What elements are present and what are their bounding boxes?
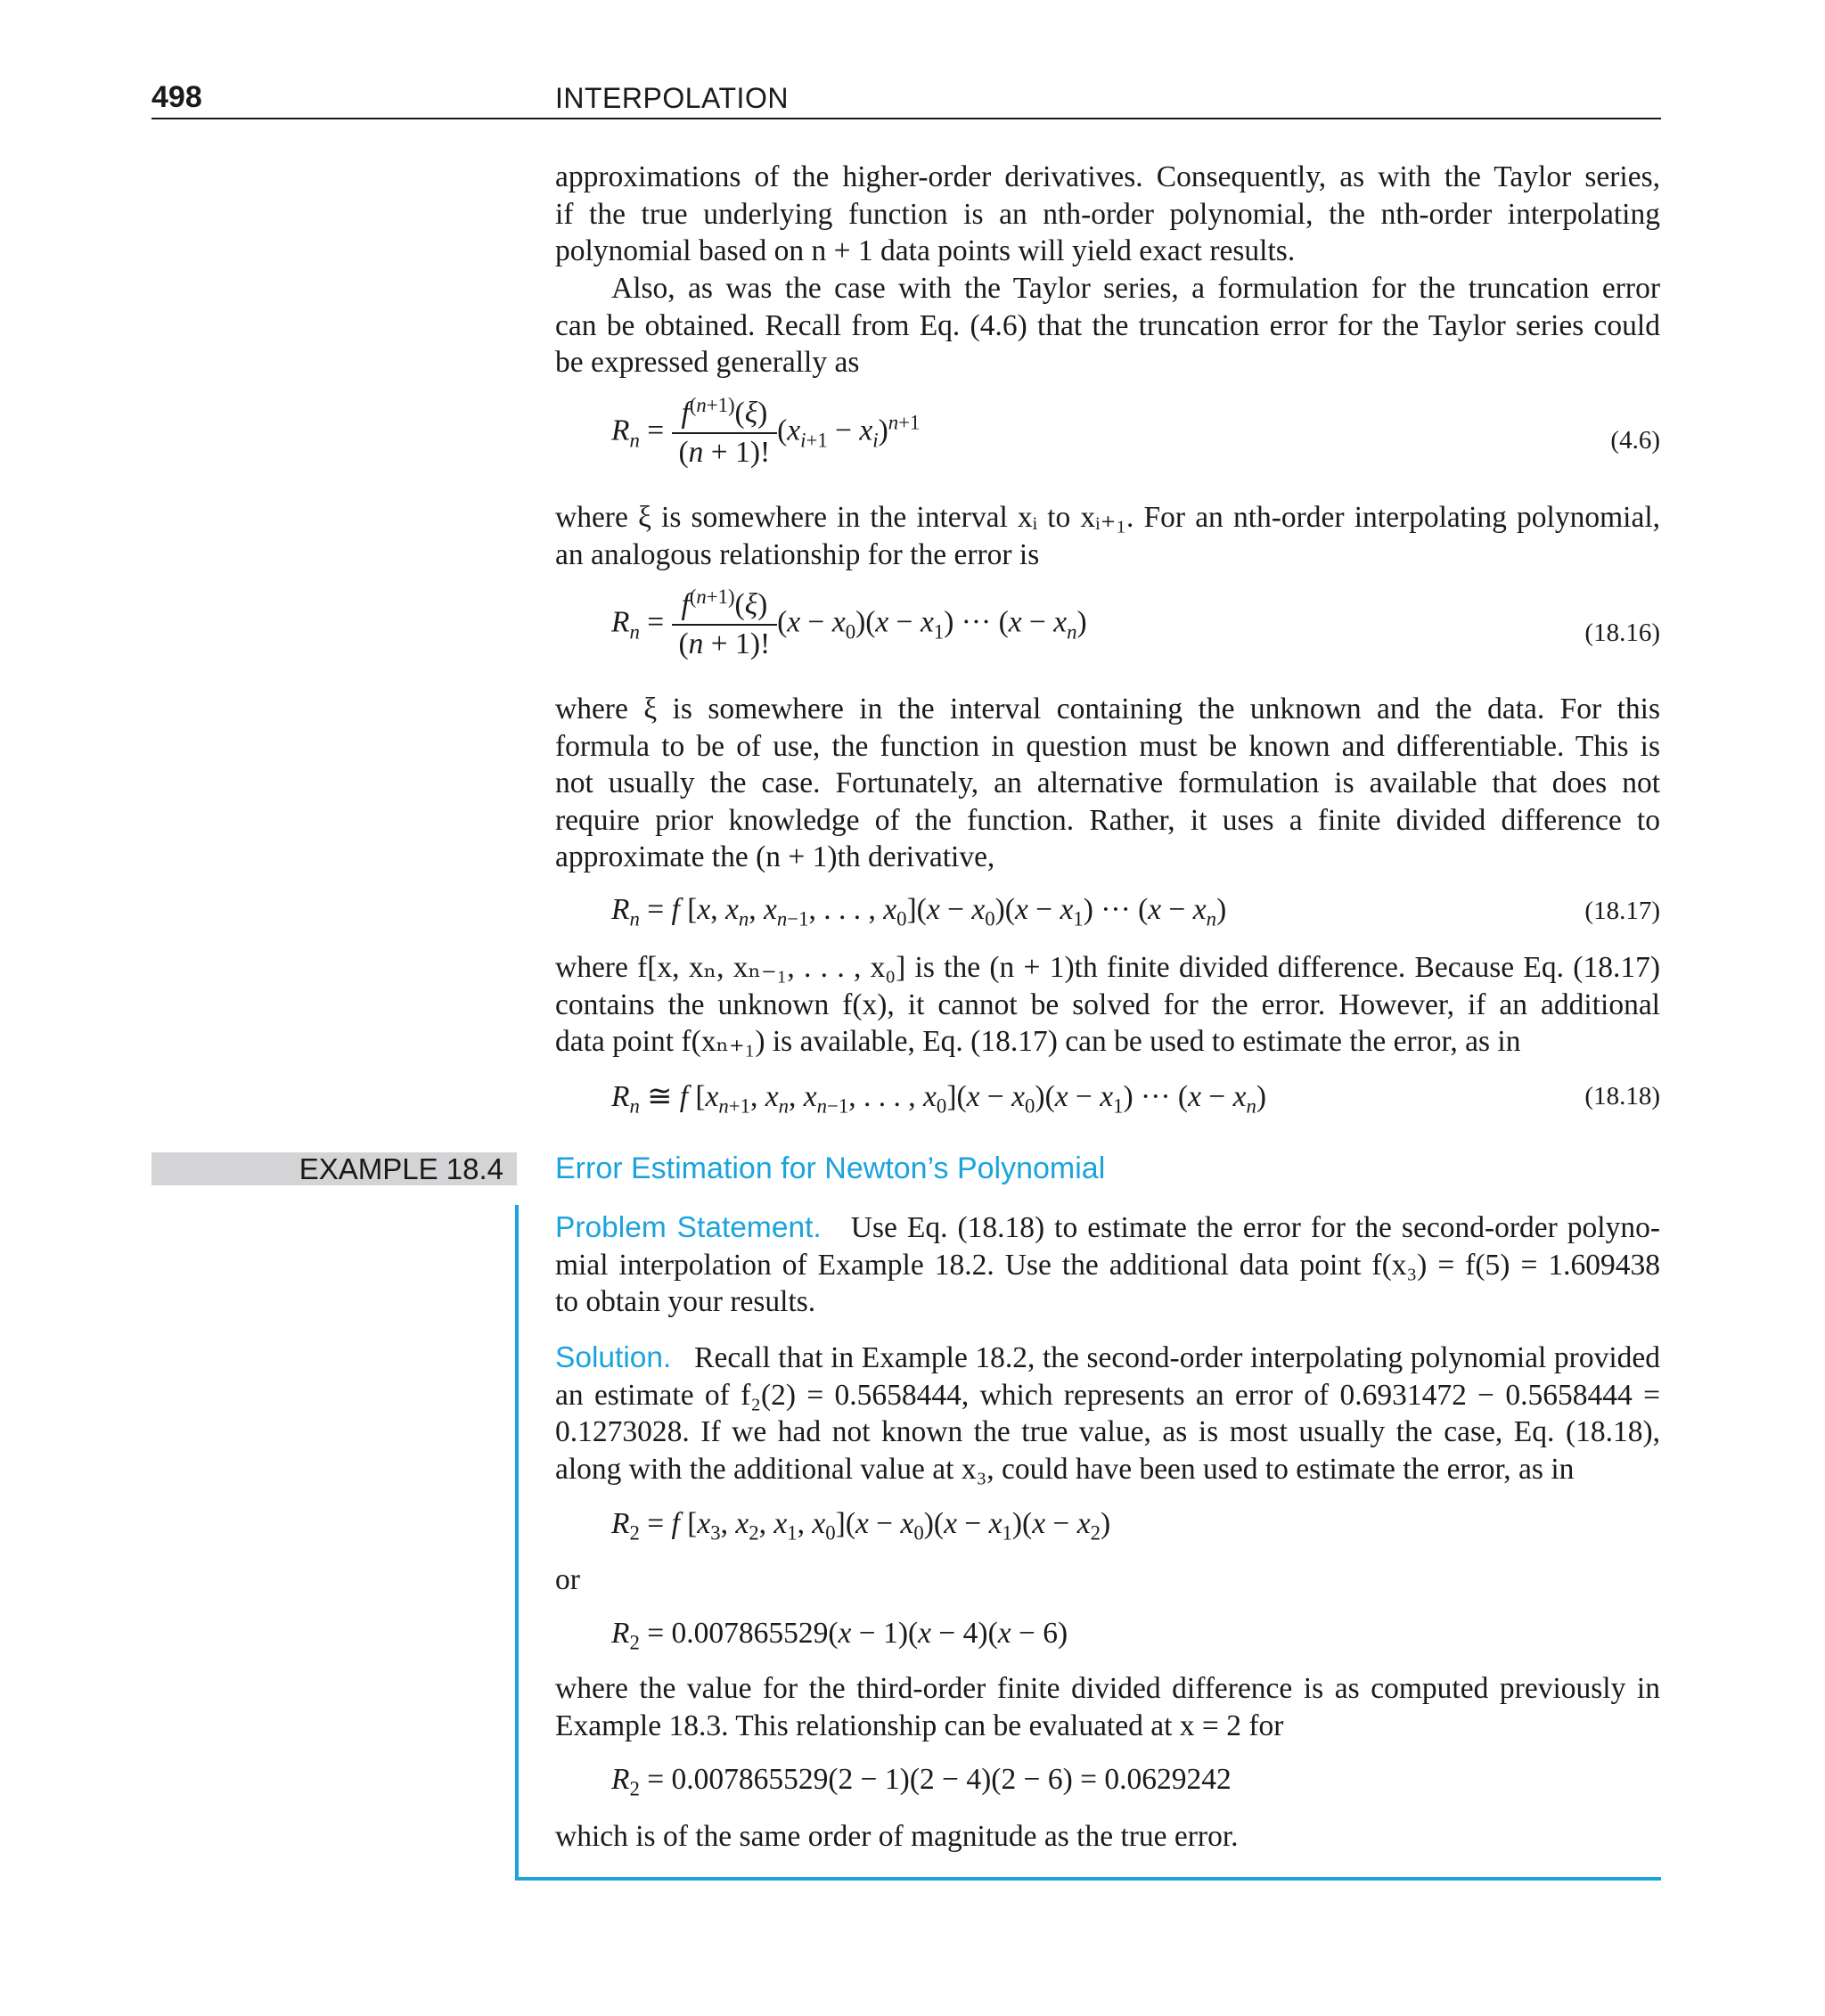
- equation-18-16: $R_n$ = $\frac{f^{(n+1)}(\xi)}{(n + 1)!}$ $(x - x_0)(x - x_1)$ ··· $(x - x_n)$: [611, 585, 1087, 660]
- text-line: mial interpolation of Example 18.2. Use the additional data point f(x₃) = f(5) = 1.609438: [555, 1248, 1660, 1282]
- text-line: Also, as was the case with the Taylor series, a formulation for the truncation error: [611, 272, 1660, 305]
- final-paragraph: [555, 1818, 1660, 1856]
- equation-number: (18.18): [1584, 1082, 1660, 1110]
- solution-heading: Solution.: [555, 1341, 672, 1374]
- equation-4-6: $R_n$ = $\frac{f^{(n+1)}(\xi)}{(n + 1)!}$ $(x_{i+1} - x_i)^{n+1}$: [611, 393, 921, 469]
- text-line: an estimate of f₂(2) = 0.5658444, which represents an error of 0.6931472 − 0.5658444 =: [555, 1378, 1660, 1412]
- text-line: where ξ is somewhere in the interval containing the unknown and the data. For this: [555, 692, 1660, 725]
- text-line: where ξ is somewhere in the interval xᵢ to xᵢ₊₁. For an nth-order interpolating polynomial,: [555, 501, 1660, 534]
- page-number: 498: [151, 80, 202, 114]
- text-line: polynomial based on n + 1 data points will yield exact results.: [555, 234, 1296, 267]
- paragraph-5: [555, 949, 1660, 1061]
- text-line: be expressed generally as: [555, 346, 860, 379]
- text-line: Recall that in Example 18.2, the second-order interpolating polynomial provided: [694, 1341, 1660, 1374]
- paragraph-2: [555, 270, 1660, 381]
- equation-number: (18.17): [1584, 897, 1660, 925]
- text-line: which is of the same order of magnitude as the true error.: [555, 1820, 1239, 1853]
- text-line: 0.1273028. If we had not known the true value, as is most usually the case, Eq. (18.18),: [555, 1415, 1660, 1448]
- text-line: Use Eq. (18.18) to estimate the error for the second-order polyno-: [850, 1211, 1661, 1244]
- text-line: where the value for the third-order finite divided difference is as computed previously in: [555, 1672, 1660, 1705]
- text-line: approximations of the higher-order derivatives. Consequently, as with the Taylor series,: [555, 160, 1660, 193]
- text-line: along with the additional value at x₃, could have been used to estimate the error, as in: [555, 1452, 1575, 1486]
- text-line: not usually the case. Fortunately, an alternative formulation is available that does not: [555, 766, 1660, 799]
- text-line: can be obtained. Recall from Eq. (4.6) that the truncation error for the Taylor series could: [555, 308, 1660, 342]
- explanation-paragraph: [555, 1670, 1660, 1744]
- equation-number: (18.16): [1584, 619, 1660, 647]
- text-line: where f[x, xₙ, xₙ₋₁, . . . , x₀] is the (n + 1)th finite divided difference. Because Eq. (18.17): [555, 951, 1660, 984]
- text-line: to obtain your results.: [555, 1285, 816, 1318]
- equation-18-17: $R_n = f$ [x, $x_n$, $x_{n-1}$, . . . , $x_0](x - x_0)(x - x_1)$ ··· $(x - x_n)$: [611, 893, 1227, 930]
- text-line: approximate the (n + 1)th derivative,: [555, 840, 995, 873]
- problem-heading: Problem Statement.: [555, 1211, 822, 1244]
- text-line: Example 18.3. This relationship can be evaluated at x = 2 for: [555, 1709, 1284, 1742]
- running-head: INTERPOLATION: [555, 82, 789, 114]
- example-left-rule: [515, 1205, 519, 1881]
- text-line: if the true underlying function is an nth-order polynomial, the nth-order interpolating: [555, 197, 1660, 231]
- paragraph-4: [555, 691, 1660, 876]
- text-line: formula to be of use, the function in question must be known and differentiable. This is: [555, 729, 1660, 763]
- equation-18-18: $R_n$ ≅ f [$x_{n+1}$, $x_n$, $x_{n-1}$, . . . , $x_0](x - x_0)(x - x_1)$ ··· $(x - x_n)$: [611, 1080, 1267, 1118]
- equation-r2-general: $R_2 = f$ [$x_3$, $x_2$, $x_1$, $x_0](x - x_0)(x - x_1)(x - x_2)$: [611, 1507, 1111, 1545]
- paragraph-3: [555, 499, 1660, 573]
- header-rule: [151, 118, 1661, 119]
- text-line: data point f(xₙ₊₁) is available, Eq. (18.17) can be used to estimate the error, as in: [555, 1025, 1521, 1058]
- text-line: [555, 1209, 1660, 1247]
- text-line: an analogous relationship for the error is: [555, 537, 1040, 571]
- equation-number: (4.6): [1610, 426, 1660, 455]
- text-line: or: [555, 1563, 580, 1596]
- text-line: contains the unknown f(x), it cannot be solved for the error. However, if an additional: [555, 988, 1660, 1021]
- example-label-band: [151, 1152, 517, 1185]
- or-text: [555, 1561, 1660, 1599]
- text-line: [555, 1340, 1660, 1377]
- equation-r2-numeric: $R_2 = 0.007865529(x - 1)(x - 4)(x - 6)$: [611, 1617, 1068, 1654]
- example-label: EXAMPLE 18.4: [299, 1152, 503, 1185]
- equation-r2-evaluated: $R_2 = 0.007865529(2 - 1)(2 - 4)(2 - 6) = 0.0629242$: [611, 1763, 1232, 1800]
- paragraph-1: [555, 159, 1660, 270]
- problem-statement: [555, 1209, 1660, 1321]
- example-bottom-rule: [515, 1877, 1661, 1881]
- example-title: Error Estimation for Newton’s Polynomial: [555, 1151, 1106, 1185]
- text-line: require prior knowledge of the function. Rather, it uses a finite divided difference to: [555, 803, 1660, 837]
- solution: [555, 1340, 1660, 1487]
